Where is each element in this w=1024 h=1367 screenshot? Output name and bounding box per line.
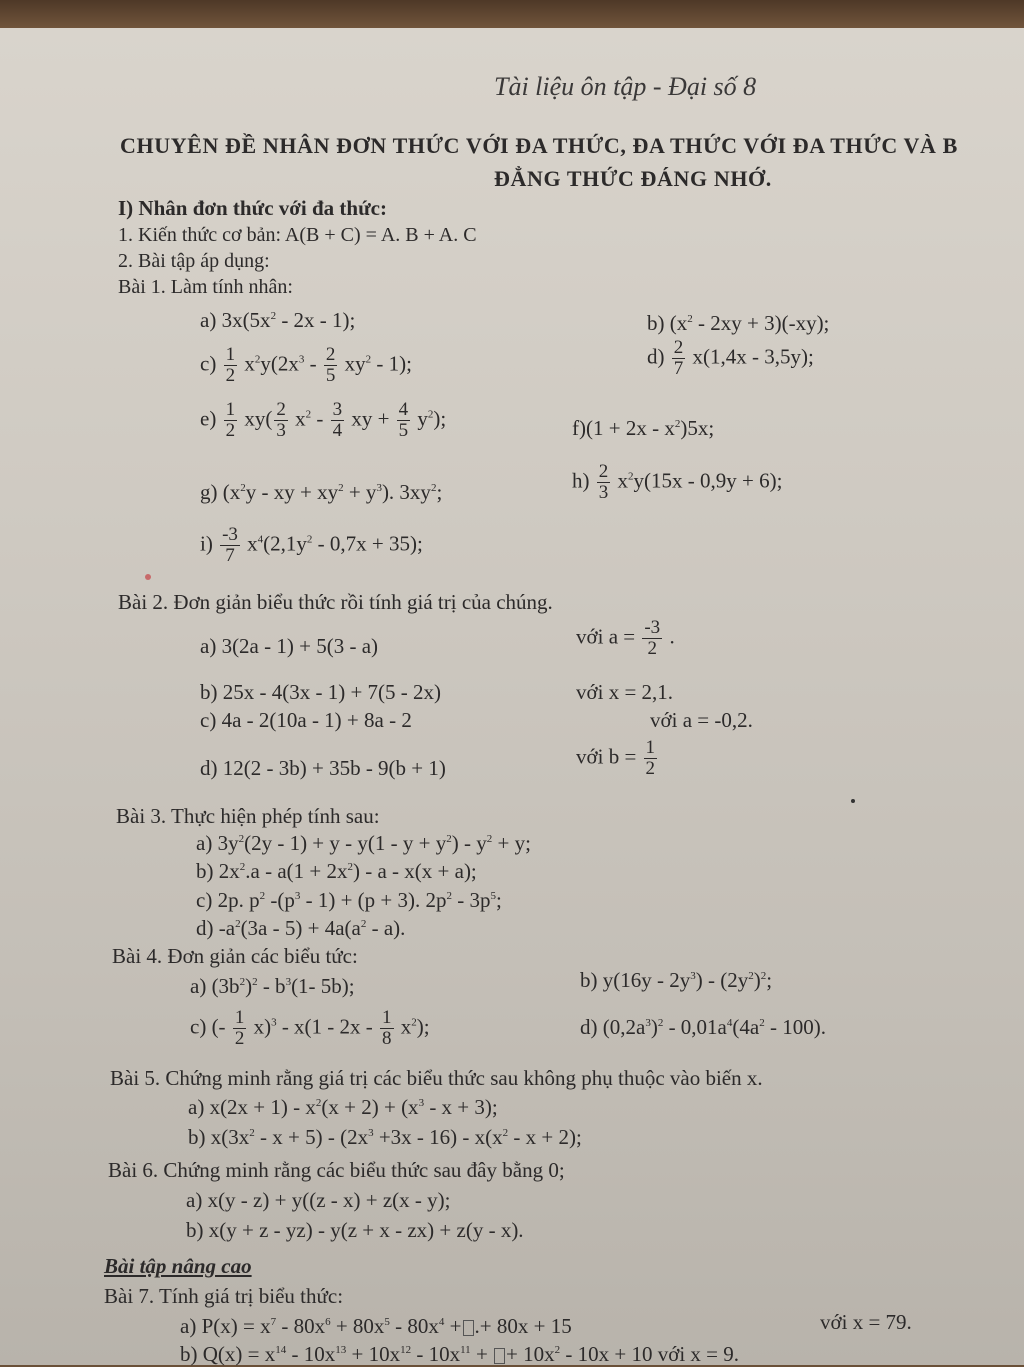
exercise-2-item-a: a) 3(2a - 1) + 5(3 - a) xyxy=(200,634,379,658)
exercise-4-item-d: d) $(0,2a^3)^2 - 0,01a^4(4a^2 - 100)$. xyxy=(580,1015,826,1039)
exercise-3-item-a: a) $3y^2(2y - 1) + y - y(1 - y + y^2) - y^2 + y$; xyxy=(196,831,531,855)
exercise-4-item-a: a) $(3b^2)^2 - b^3(1-$ 5b); xyxy=(190,974,355,998)
exercise-1-item-h: h) $\frac{2}{3}$ $x^2y(15x - 0,9y + 6)$; xyxy=(572,461,783,503)
document-title-line-2: ĐẲNG THỨC ĐÁNG NHỚ. xyxy=(494,166,772,191)
exercise-3-item-b: b) $2x^2.a - a(1 + 2x^2) - a - x(x + a)$; xyxy=(196,859,477,883)
basic-knowledge-line: 1. Kiến thức cơ bản: A(B + C) = A. B + A. C xyxy=(118,224,477,246)
exercise-4-title: Bài 4. Đơn giản các biểu tức: xyxy=(112,944,358,968)
exercise-3-title: Bài 3. Thực hiện phép tính sau: xyxy=(116,804,380,828)
exercise-6-item-b: b) x(y + z - yz) - y(z + x - zx) + z(y - x). xyxy=(186,1218,524,1242)
exercise-1-item-e: e) $\frac{1}{2}$ xy( $\frac{2}{3}$ $x^2$ - $\frac{3}{4}$ xy + $\frac{4}{5}$ $y^2$); xyxy=(200,399,447,441)
document-subtitle: Tài liệu ôn tập - Đại số 8 xyxy=(494,72,757,101)
applied-exercises-label: 2. Bài tập áp dụng: xyxy=(118,250,270,272)
exercise-2-item-c: c) 4a - 2(10a - 1) + 8a - 2 xyxy=(200,708,412,732)
exercise-2-item-d: d) 12(2 - 3b) + 35b - 9(b + 1) xyxy=(200,756,446,780)
exercise-1-item-c: c) $\frac{1}{2}$ $x^2y(2x^3$ - $\frac{2}{5}$ $xy^2 - 1$); xyxy=(200,344,412,386)
exercise-2-item-c-value: với a = -0,2. xyxy=(650,708,753,732)
exercise-3-item-d: d) $-a^2(3a - 5) + 4a(a^2 - a)$. xyxy=(196,916,406,940)
exercise-2-title: Bài 2. Đơn giản biểu thức rồi tính giá trị của chúng. xyxy=(118,590,553,614)
exercise-5-item-b: b) $x(3x^2 - x + 5) - (2x^3 +3x - 16) - x(x^2 - x + 2)$; xyxy=(188,1125,582,1149)
exercise-1-item-i: i) $\frac{-3}{7}$ $x^4(2,1y^2 - 0,7x + 35)$; xyxy=(200,524,423,566)
exercise-7-item-a-value: với x = 79. xyxy=(820,1310,912,1334)
exercise-1-item-f: $f)(1 + 2x - x^2)5x$; xyxy=(572,416,715,440)
exercise-1-item-g: g) ($x^2y$ - xy + $xy^2 + y^3$). $3xy^2$; xyxy=(200,480,443,504)
exercise-1-item-d: d) $\frac{2}{7}$ x(1,4x - 3,5y); xyxy=(647,337,814,379)
exercise-1-item-a: a) $3x(5x^2 - 2x - 1)$; xyxy=(200,308,356,332)
exercise-1-title: Bài 1. Làm tính nhân: xyxy=(118,276,293,298)
exercise-2-item-b-value: với x = 2,1. xyxy=(576,680,674,704)
exercise-4-item-b: b) $y(16y - 2y^3) - (2y^2)^2$; xyxy=(580,968,773,992)
exercise-7-title: Bài 7. Tính giá trị biểu thức: xyxy=(104,1284,344,1308)
exercise-7-item-a: a) $P(x) = x^7 - 80x^6 + 80x^5 - 80x^4$ + .+ 80x + 15 xyxy=(180,1314,572,1338)
document-title-line-1: CHUYÊN ĐỀ NHÂN ĐƠN THỨC VỚI ĐA THỨC, ĐA THỨC VỚI ĐA THỨC VÀ B xyxy=(120,133,958,158)
exercise-3-item-c: c) 2p. $p^2$ $-(p^3 - 1) + (p + 3)$. $2p^2 - 3p^5$; xyxy=(196,888,502,912)
ink-mark xyxy=(145,574,151,580)
exercise-4-item-c: c) (- $\frac{1}{2}$ x)$^3$ - x(1 - 2x - $\frac{1}{8}$ $x^2$); xyxy=(190,1007,430,1049)
exercise-5-item-a: a) $x(2x + 1) - x^2(x + 2) + (x^3 - x + 3)$; xyxy=(188,1095,498,1119)
exercise-2-item-a-value: với a = $\frac{-3}{2}$ . xyxy=(576,617,675,659)
exercise-7-item-b: b) $Q(x) = x^{14} - 10x^{13} + 10x^{12} - 10x^{11}$ + + $10x^2 - 10x + 10$ với x = 9. xyxy=(180,1342,739,1366)
exercise-2-item-b: b) 25x - 4(3x - 1) + 7(5 - 2x) xyxy=(200,680,442,704)
exercise-6-title: Bài 6. Chứng minh rằng các biểu thức sau đây bằng 0; xyxy=(108,1158,565,1182)
exercise-1-item-b: b) $(x^2 - 2xy + 3)(-xy)$; xyxy=(647,311,830,335)
section-1-heading: I) Nhân đơn thức với đa thức: xyxy=(118,196,388,220)
exercise-6-item-a: a) x(y - z) + y((z - x) + z(x - y); xyxy=(186,1188,451,1212)
ink-dot xyxy=(851,799,855,803)
exercise-5-title: Bài 5. Chứng minh rằng giá trị các biểu thức sau không phụ thuộc vào biến x. xyxy=(110,1066,763,1090)
advanced-exercises-heading: Bài tập nâng cao xyxy=(104,1254,252,1278)
worksheet-page xyxy=(0,28,1024,1365)
exercise-2-item-d-value: với b = $\frac{1}{2}$ xyxy=(576,737,656,779)
